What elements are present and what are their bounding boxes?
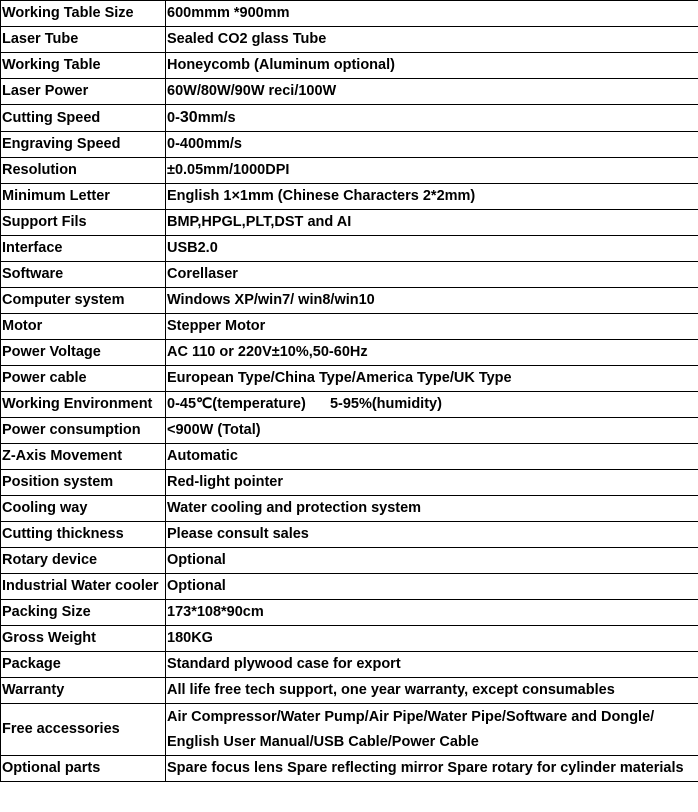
spec-value: English 1×1mm (Chinese Characters 2*2mm)	[166, 184, 698, 210]
table-row	[1, 522, 698, 548]
spec-label: Working Table Size	[1, 1, 166, 27]
spec-label: Laser Tube	[1, 27, 166, 53]
spec-label: Working Environment	[1, 392, 166, 418]
spec-label: Free accessories	[1, 704, 166, 756]
spec-value: Stepper Motor	[166, 314, 698, 340]
table-row	[1, 27, 698, 53]
spec-value: Windows XP/win7/ win8/win10	[166, 288, 698, 314]
speed-prefix: 0-	[167, 110, 180, 126]
table-row	[1, 626, 698, 652]
accessories-line-1: Air Compressor/Water Pump/Air Pipe/Water Pipe/Software and Dongle/	[167, 708, 655, 725]
spec-label: Support Fils	[1, 210, 166, 236]
spec-value: Corellaser	[166, 262, 698, 288]
spec-value: Sealed CO2 glass Tube	[166, 27, 698, 53]
table-row	[1, 366, 698, 392]
table-row	[1, 105, 698, 132]
spec-value: All life free tech support, one year warranty, except consumables	[166, 678, 698, 704]
spec-label: Engraving Speed	[1, 132, 166, 158]
table-row	[1, 704, 698, 756]
spec-label: Package	[1, 652, 166, 678]
spec-label: Cutting thickness	[1, 522, 166, 548]
spec-label: Cooling way	[1, 496, 166, 522]
spec-value: 600mmm *900mm	[166, 1, 698, 27]
table-row	[1, 236, 698, 262]
spec-value: Red-light pointer	[166, 470, 698, 496]
table-row	[1, 444, 698, 470]
spec-value: 60W/80W/90W reci/100W	[166, 79, 698, 105]
spec-value: AC 110 or 220V±10%,50-60Hz	[166, 340, 698, 366]
spec-value: Water cooling and protection system	[166, 496, 698, 522]
spec-value: Please consult sales	[166, 522, 698, 548]
table-row	[1, 210, 698, 236]
spec-label: Computer system	[1, 288, 166, 314]
spec-label: Minimum Letter	[1, 184, 166, 210]
table-row	[1, 678, 698, 704]
speed-unit: mm/s	[197, 110, 236, 126]
spec-value: Optional	[166, 548, 698, 574]
spec-label: Industrial Water cooler	[1, 574, 166, 600]
spec-value: ±0.05mm/1000DPI	[166, 158, 698, 184]
accessories-line-2: English User Manual/USB Cable/Power Cable	[167, 733, 479, 750]
table-row	[1, 470, 698, 496]
table-row	[1, 340, 698, 366]
spec-label: Optional parts	[1, 756, 166, 782]
spec-label: Working Table	[1, 53, 166, 79]
table-row	[1, 288, 698, 314]
spec-label: Power cable	[1, 366, 166, 392]
spec-value: European Type/China Type/America Type/UK Type	[166, 366, 698, 392]
spec-label: Resolution	[1, 158, 166, 184]
table-row	[1, 314, 698, 340]
spec-label: Cutting Speed	[1, 105, 166, 132]
table-row	[1, 418, 698, 444]
spec-value: 0-45℃(temperature) 5-95%(humidity)	[166, 392, 698, 418]
spec-label: Position system	[1, 470, 166, 496]
spec-value: 173*108*90cm	[166, 600, 698, 626]
spec-value: 0-400mm/s	[166, 132, 698, 158]
spec-label: Warranty	[1, 678, 166, 704]
spec-value: Automatic	[166, 444, 698, 470]
spec-value: USB2.0	[166, 236, 698, 262]
spec-label: Motor	[1, 314, 166, 340]
spec-value	[166, 105, 698, 132]
spec-label: Software	[1, 262, 166, 288]
spec-label: Power Voltage	[1, 340, 166, 366]
table-row	[1, 132, 698, 158]
spec-label: Rotary device	[1, 548, 166, 574]
spec-label: Packing Size	[1, 600, 166, 626]
spec-value: BMP,HPGL,PLT,DST and AI	[166, 210, 698, 236]
table-row	[1, 392, 698, 418]
spec-value: Spare focus lens Spare reflecting mirror Spare rotary for cylinder materials	[166, 756, 698, 782]
table-row	[1, 53, 698, 79]
table-row	[1, 262, 698, 288]
spec-value: Honeycomb (Aluminum optional)	[166, 53, 698, 79]
spec-value: Standard plywood case for export	[166, 652, 698, 678]
table-row	[1, 184, 698, 210]
spec-label: Power consumption	[1, 418, 166, 444]
table-row	[1, 652, 698, 678]
table-row	[1, 1, 698, 27]
spec-label: Gross Weight	[1, 626, 166, 652]
table-row	[1, 79, 698, 105]
table-row	[1, 756, 698, 782]
spec-value	[166, 704, 698, 756]
table-row	[1, 574, 698, 600]
table-row	[1, 496, 698, 522]
speed-max: 30	[179, 109, 198, 126]
spec-value: 180KG	[166, 626, 698, 652]
spec-value: <900W (Total)	[166, 418, 698, 444]
spec-label: Interface	[1, 236, 166, 262]
spec-value: Optional	[166, 574, 698, 600]
table-row	[1, 158, 698, 184]
table-row	[1, 600, 698, 626]
spec-label: Z-Axis Movement	[1, 444, 166, 470]
table-row	[1, 548, 698, 574]
spec-label: Laser Power	[1, 79, 166, 105]
